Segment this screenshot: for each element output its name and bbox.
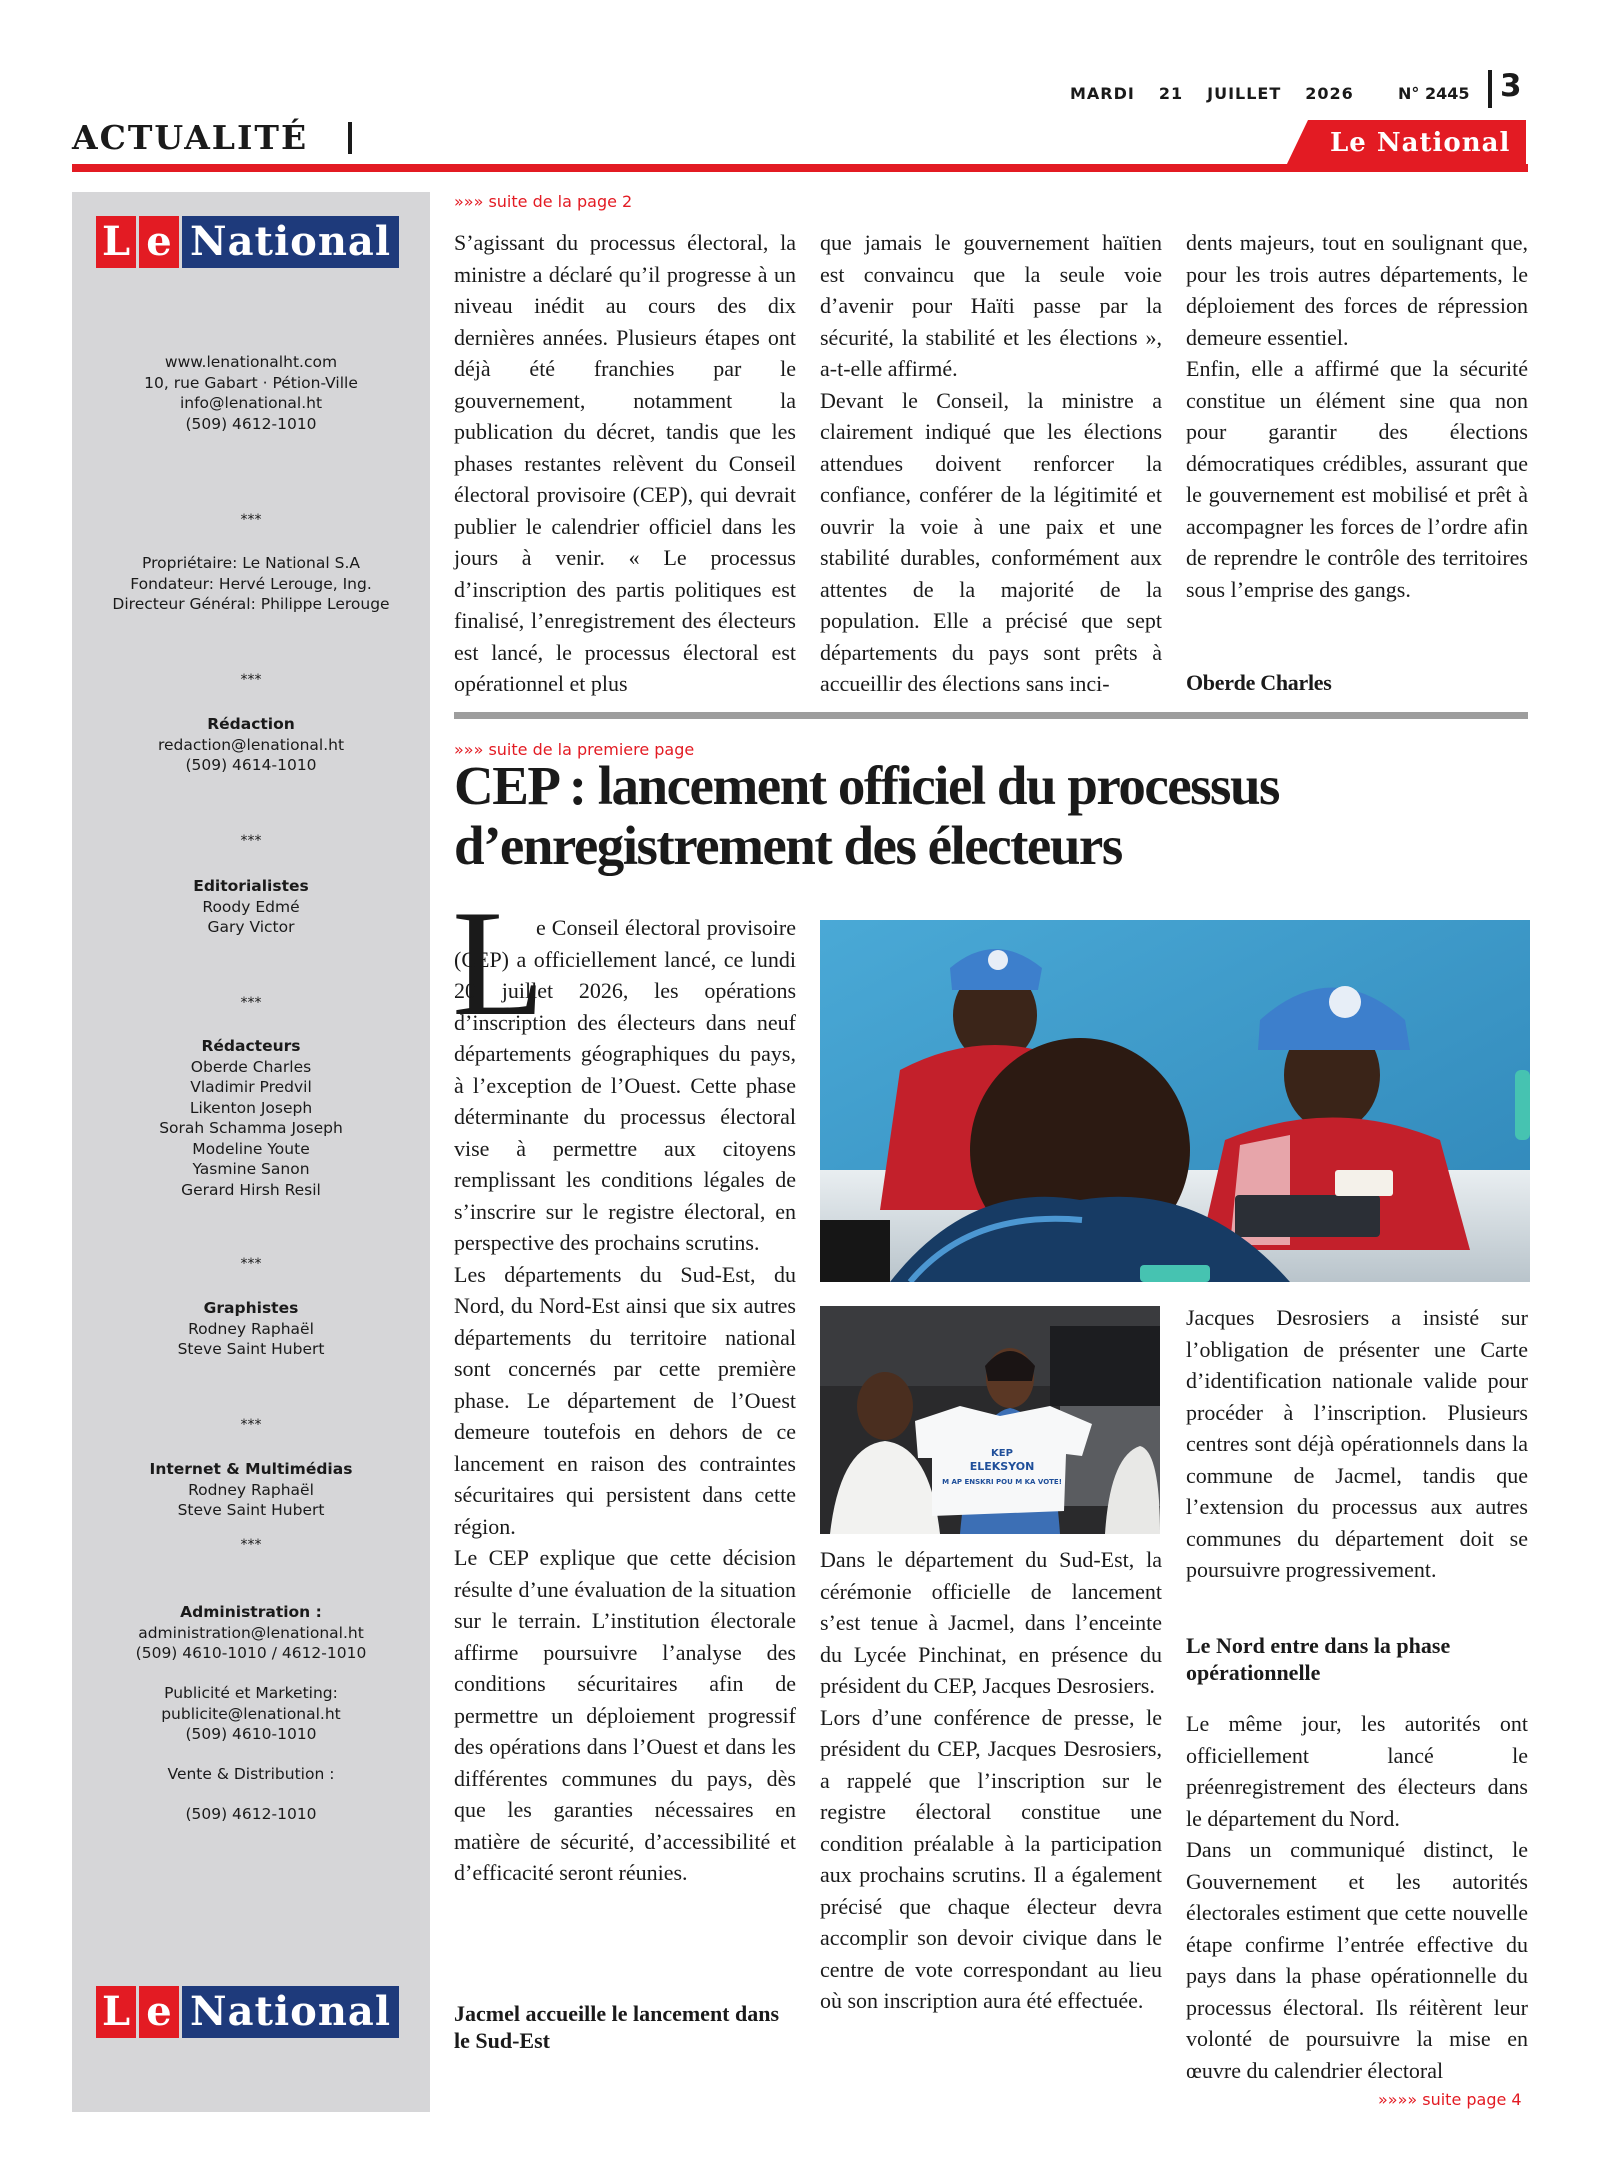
multimedia-block [72, 1459, 430, 1521]
brand-tab-label: Le National [1330, 128, 1511, 158]
writer-name: Oberde Charles [190, 1057, 312, 1076]
owner-line: Propriétaire: Le National S.A [142, 554, 360, 572]
website-link[interactable]: www.lenationalht.com [164, 353, 338, 371]
editorialists-block [72, 876, 430, 938]
writer-name: Yasmine Sanon [192, 1160, 310, 1178]
redaction-block [72, 714, 430, 776]
redaction-phone: (509) 4614-1010 [185, 756, 317, 774]
paragraph: Lors d’une conférence de presse, le président du CEP, Jacques Desrosiers, a rappelé que l’inscription sur le registre électoral constitue une condition préalable à la participation aux prochains scrutins. Il a également précisé que chaque électeur devra accomplir son devoir civique dans le centre de vote correspondant au lieu où son inscription aura été effectuée. [820, 1704, 1162, 2013]
administration-email[interactable]: administration@lenational.ht [138, 1623, 364, 1642]
article2-column-3 [1186, 1302, 1528, 1586]
newspaper-logo-top [96, 216, 399, 268]
writer-name: Vladimir Predvil [190, 1078, 312, 1096]
article-divider [454, 712, 1528, 719]
article2-column-2 [820, 1544, 1162, 2017]
founder-line: Fondateur: Hervé Lerouge, Ing. [130, 574, 372, 593]
editorialist-name: Roody Edmé [202, 897, 300, 916]
logo-word-national: National [182, 216, 399, 268]
tshirt-text: M AP ENSKRI POU M KA VOTE! [942, 1478, 1062, 1486]
address: 10, rue Gabart · Pétion-Ville [144, 373, 358, 392]
subheading-nord: Le Nord entre dans la phase opérationnelle [1186, 1633, 1451, 1685]
paragraph: Enfin, elle a affirmé que la sécurité constitue un élément sine qua non pour garantir des élections démocratiques crédibles, assurant que le gouvernement est mobilisé et prêt à accompagner les forces de l’ordre afin de reprendre le contrôle des territoires sous l’emprise des gangs. [1186, 356, 1528, 602]
logo-letter-e: e [139, 216, 179, 268]
paragraph: S’agissant du processus électoral, la ministre a déclaré qu’il progresse à un niveau inédit au cours des dix dernières années. Plusieurs étapes ont déjà été franchies par le gouvernement, notamment la publication du décret, tandis que les phases restantes relèvent du Conseil électoral provisoire (CEP), qui devrait publier le calendrier officiel dans les jours à venir. « Le processus d’inscription des partis politiques est finalisé, l’enregistrement des électeurs est lancé, le processus électoral est opérationnel et plus [454, 230, 796, 696]
paragraph: Le même jour, les autorités ont officiellement lancé le préenregistrement des électeurs dans le département du Nord. [1186, 1711, 1528, 1831]
paragraph: Les départements du Sud-Est, du Nord, du Nord-Est ainsi que six autres départements du territoire national sont concernés par cette première phase. Le département de l’Ouest demeure toutefois en dehors de ce lancement en raison des contraintes sécuritaires qui persistent dans cette région. [454, 1261, 796, 1539]
writer-name: Sorah Schamma Joseph [159, 1119, 343, 1137]
advertising-email[interactable]: publicite@lenational.ht [161, 1704, 341, 1723]
paragraph: Devant le Conseil, la ministre a clairement indiqué que les élections attendues doivent renforcer la confiance, conférer de la légitimité et ouvrir la voie à une paix et une stabilité durables, conformément aux attentes de la majorité de la population. Elle a précisé que sept départements du pays sont prêts à accueillir des élections sans inci- [820, 387, 1162, 696]
graphic-designers-heading: Graphistes [203, 1299, 299, 1317]
article2-column-1 [454, 912, 796, 1889]
separator-stars: *** [240, 512, 262, 528]
separator-stars: *** [240, 1537, 262, 1553]
date-month: JUILLET [1207, 84, 1282, 103]
ownership-block [72, 553, 430, 615]
continued-on-page-4-link[interactable]: »»»» suite page 4 [1378, 2090, 1522, 2109]
paragraph: Dans un communiqué distinct, le Gouvernement et les autorités électorales estiment que cette nouvelle étape confirme l’entrée effective du pays dans la phase opérationnelle du processus électoral. Ils réitèrent leur volonté de poursuivre la mise en œuvre du calendrier électoral [1186, 1837, 1528, 2083]
page-number-divider [1488, 70, 1492, 108]
logo-letter-e: e [139, 1986, 179, 2038]
logo-letter-l: L [96, 216, 136, 268]
issue-number: N° 2445 [1398, 84, 1470, 103]
separator-stars: *** [240, 1417, 262, 1433]
date-day: MARDI [1070, 84, 1135, 103]
paragraph: Le CEP explique que cette décision résulte d’une évaluation de la situation sur le terrain. L’institution électorale affirme poursuivre l’analyse des conditions sécuritaires afin de permettre un déploiement progressif des opérations dans l’Ouest et dans les différentes communes du pays, dès que les garanties nécessaires en matière de sécurité, d’accessibilité et d’efficacité seront réunies. [454, 1545, 796, 1885]
article1-byline: Oberde Charles [1186, 670, 1332, 695]
photo-registration-desk [820, 920, 1530, 1282]
section-title: ACTUALITÉ [72, 118, 309, 157]
director-line: Directeur Général: Philippe Lerouge [112, 595, 390, 613]
multimedia-heading: Internet & Multimédias [149, 1460, 353, 1478]
article2-headline [454, 756, 1534, 876]
redaction-email[interactable]: redaction@lenational.ht [157, 735, 345, 754]
writer-name: Modeline Youte [192, 1139, 310, 1158]
photo-campaign-tshirt [820, 1306, 1160, 1534]
date-year: 2026 [1305, 84, 1354, 103]
intro-paragraph: e Conseil électoral provisoire (CEP) a officiellement lancé, ce lundi 20 juillet 2026, les opérations d’inscription des électeurs dans neuf départements géographiques du pays, à l’exception de l’Ouest. Cette phase déterminante du processus électoral vise à permettre aux citoyens remplissant les conditions légales de s’inscrire sur le registre électoral, en perspective des prochains scrutins. [454, 915, 796, 1255]
separator-stars: *** [240, 995, 262, 1011]
dateline [1070, 84, 1378, 103]
tshirt-text: KEP [991, 1448, 1013, 1459]
continued-from-front-page[interactable]: »»» suite de la premiere page [454, 740, 695, 759]
editorialist-name: Gary Victor [207, 918, 295, 936]
administration-block [72, 1602, 430, 1664]
drop-cap: L [452, 879, 545, 1047]
administration-phone: (509) 4610-1010 / 4612-1010 [135, 1644, 367, 1662]
phone: (509) 4612-1010 [185, 414, 317, 433]
separator-stars: *** [240, 672, 262, 688]
writer-name: Gerard Hirsh Resil [181, 1180, 321, 1199]
advertising-heading: Publicité et Marketing: [164, 1684, 338, 1702]
headline-line: d’enregistrement des électeurs [454, 815, 1122, 876]
paragraph: Dans le département du Sud-Est, la cérémonie officielle de lancement s’est tenue à Jacmel, dans l’enceinte du Lycée Pinchinat, en présence du président du CEP, Jacques Desrosiers. [820, 1547, 1162, 1698]
article1-column-1 [454, 227, 796, 700]
contact-block [72, 352, 430, 434]
writers-heading: Rédacteurs [201, 1037, 301, 1055]
date-number: 21 [1158, 84, 1184, 103]
multimedia-name: Steve Saint Hubert [177, 1501, 325, 1519]
header-rule [72, 164, 1528, 172]
redaction-heading: Rédaction [207, 715, 295, 733]
logo-word-national: National [182, 1986, 399, 2038]
editorialists-heading: Editorialistes [193, 877, 309, 895]
email-link[interactable]: info@lenational.ht [179, 394, 323, 412]
administration-heading: Administration : [180, 1603, 322, 1621]
paragraph: que jamais le gouvernement haïtien est convaincu que la seule voie d’avenir pour Haïti passe par la sécurité, la stabilité et les élections », a-t-elle affirmé. [820, 230, 1162, 381]
logo-letter-l: L [96, 1986, 136, 2038]
multimedia-name: Rodney Raphaël [188, 1480, 314, 1499]
advertising-phone: (509) 4610-1010 [185, 1725, 317, 1743]
separator-stars: *** [240, 833, 262, 849]
section-divider [348, 122, 352, 154]
tshirt-text: ELEKSYON [969, 1460, 1035, 1473]
separator-stars: *** [240, 1256, 262, 1272]
page-number: 3 [1500, 68, 1522, 104]
designer-name: Steve Saint Hubert [177, 1340, 325, 1358]
subheading-jacmel: Jacmel accueille le lancement dans le Sud-Est [454, 2001, 780, 2053]
sales-heading: Vente & Distribution : [167, 1765, 335, 1783]
graphic-designers-block [72, 1298, 430, 1360]
writers-block [72, 1036, 430, 1200]
headline-line: CEP : lancement officiel du processus [454, 755, 1279, 816]
newspaper-logo-bottom [96, 1986, 399, 2038]
advertising-block [72, 1683, 430, 1745]
writer-name: Likenton Joseph [189, 1098, 313, 1117]
article1-column-3 [1186, 227, 1528, 605]
continued-from-page-2[interactable]: »»» suite de la page 2 [454, 192, 633, 211]
sales-phone: (509) 4612-1010 [185, 1805, 317, 1823]
article1-column-2 [820, 227, 1162, 700]
paragraph: dents majeurs, tout en soulignant que, pour les trois autres départements, le déploiement des forces de répression demeure essentiel. [1186, 230, 1528, 350]
article2-column-3-continued [1186, 1708, 1528, 2086]
paragraph: Jacques Desrosiers a insisté sur l’obligation de présenter une Carte d’identification nationale valide pour procéder à l’inscription. Plusieurs centres sont déjà opérationnels dans la commune de Jacmel, tandis que l’extension du processus aux autres communes du département doit se poursuivre progressivement. [1186, 1305, 1528, 1582]
designer-name: Rodney Raphaël [188, 1319, 314, 1338]
